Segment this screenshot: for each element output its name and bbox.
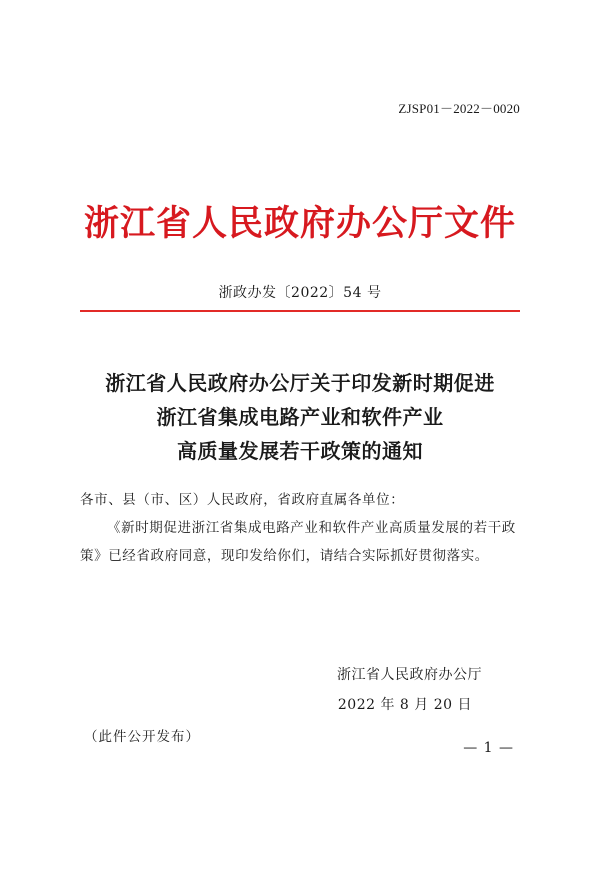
signature-date: 2022 年 8 月 20 日: [337, 697, 472, 713]
notice-title-line-3: 高质量发展若干政策的通知: [177, 439, 423, 463]
notice-title-line-2: 浙江省集成电路产业和软件产业: [156, 405, 444, 429]
document-code: ZJSP01－2022－0020: [398, 101, 520, 116]
salutation: 各市、县（市、区）人民政府，省政府直属各单位：: [80, 492, 405, 508]
notice-body: [80, 486, 520, 570]
document-number: 浙政办发〔2022〕54 号: [218, 285, 382, 301]
page-number: — 1 —: [463, 740, 514, 756]
issuer-title: 浙江省人民政府办公厅文件: [83, 204, 516, 244]
notice-title: [0, 366, 600, 468]
signature-organization: 浙江省人民政府办公厅: [337, 667, 482, 683]
red-divider: [80, 310, 520, 312]
disclosure-note: （此件公开发布）: [84, 729, 200, 745]
notice-title-line-1: 浙江省人民政府办公厅关于印发新时期促进: [105, 371, 495, 395]
body-paragraph: 《新时期促进浙江省集成电路产业和软件产业高质量发展的若干政策》已经省政府同意，现印发给你们，请结合实际抓好贯彻落实。: [80, 520, 516, 564]
